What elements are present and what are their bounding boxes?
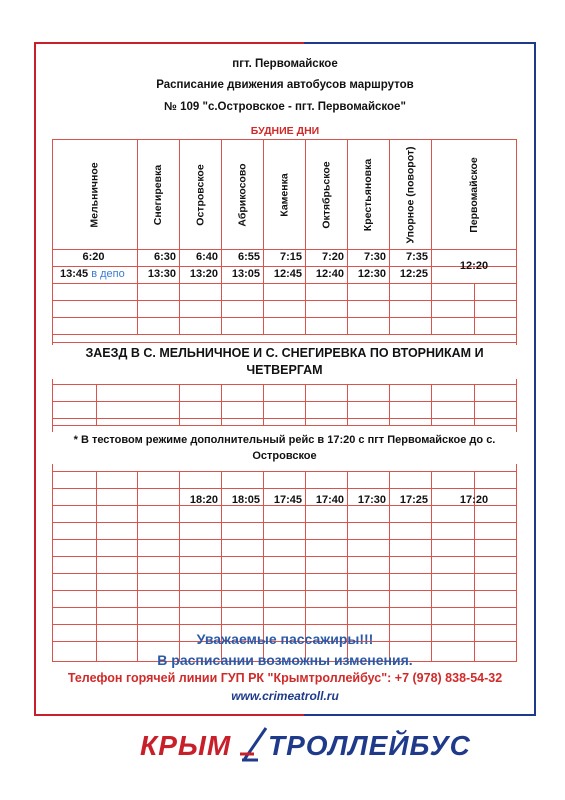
time-cell: 17:40 bbox=[315, 494, 344, 506]
time-cell: 7:15 bbox=[279, 251, 302, 263]
stop-header-melnichnoe: Мельничное bbox=[88, 161, 101, 228]
logo-text-right: ТРОЛЛЕЙБУС bbox=[268, 730, 471, 761]
time-cell-pervomayskoe: 12:20 bbox=[459, 260, 489, 272]
stop-header-abrikosovo: Абрикосово bbox=[236, 162, 249, 227]
time-cell: 18:05 bbox=[231, 494, 260, 506]
notice-tuesday-thursday: ЗАЕЗД В С. МЕЛЬНИЧНОЕ И С. СНЕГИРЕВКА ПО ВТОРНИКАМ И ЧЕТВЕРГАМ bbox=[52, 345, 517, 379]
stop-header-upornoe: Упорное (поворот) bbox=[404, 145, 417, 244]
time-cell: 6:30 bbox=[153, 251, 176, 263]
time-cell: 7:35 bbox=[405, 251, 428, 263]
frame-top-border bbox=[34, 42, 304, 44]
time-cell: 13:30 bbox=[147, 268, 176, 280]
time-cell: 17:45 bbox=[273, 494, 302, 506]
header-route: № 109 "с.Островское - пгт. Первомайское" bbox=[164, 101, 406, 113]
frame-top-border-blue bbox=[304, 42, 536, 44]
stop-header-snegirevka: Снегиревка bbox=[152, 164, 165, 225]
schedule-table bbox=[52, 139, 517, 662]
header-title: Расписание движения автобусов маршрутов bbox=[156, 79, 414, 91]
time-cell: 18:20 bbox=[189, 494, 218, 506]
stop-header-kamenka: Каменка bbox=[278, 172, 291, 217]
crimeatroll-logo bbox=[140, 722, 471, 766]
frame-bottom-border bbox=[34, 714, 304, 716]
notice-test-mode: * В тестовом режиме дополнительный рейс в 17:20 с пгт Первомайское до с. Островское bbox=[52, 432, 517, 464]
time-cell: 12:25 bbox=[399, 268, 428, 280]
stop-header-ostrovskoe: Островское bbox=[194, 163, 207, 226]
time-cell: 12:40 bbox=[315, 268, 344, 280]
stop-header-oktyabrskoe: Октябрьское bbox=[320, 160, 333, 229]
time-cell: 17:20 bbox=[459, 494, 489, 506]
time-cell: 12:45 bbox=[273, 268, 302, 280]
website-link[interactable]: www.crimeatroll.ru bbox=[231, 689, 339, 703]
time-cell: 13:05 bbox=[231, 268, 260, 280]
footer-passengers: Уважаемые пассажиры!!! bbox=[196, 631, 374, 647]
frame-left-border bbox=[34, 42, 36, 716]
time-cell: 6:40 bbox=[195, 251, 218, 263]
time-cell: 17:25 bbox=[399, 494, 428, 506]
time-cell: 6:20 bbox=[82, 251, 105, 263]
time-cell: 13:20 bbox=[189, 268, 218, 280]
frame-bottom-border-blue bbox=[304, 714, 536, 716]
time-cell: 7:30 bbox=[363, 251, 386, 263]
trolley-pole-icon bbox=[240, 724, 270, 764]
time-cell: 7:20 bbox=[321, 251, 344, 263]
frame-right-border bbox=[534, 42, 536, 716]
time-cell: 17:30 bbox=[357, 494, 386, 506]
header-location: пгт. Первомайское bbox=[232, 58, 338, 70]
depot-label: в депо bbox=[91, 268, 125, 280]
stop-header-pervomayskoe: Первомайское bbox=[468, 156, 480, 233]
time-cell: 6:55 bbox=[237, 251, 260, 263]
logo-text-left: КРЫМ bbox=[140, 730, 232, 761]
time-cell: 12:30 bbox=[357, 268, 386, 280]
weekdays-label: БУДНИЕ ДНИ bbox=[250, 125, 320, 137]
hotline-text: Телефон горячей линии ГУП РК "Крымтроллейбус": +7 (978) 838-54-32 bbox=[67, 671, 503, 685]
footer-changes: В расписании возможны изменения. bbox=[157, 652, 413, 668]
stop-header-krestyanovka: Крестьяновка bbox=[362, 158, 375, 231]
time-cell-with-depot: 13:45 в депо bbox=[60, 268, 125, 280]
